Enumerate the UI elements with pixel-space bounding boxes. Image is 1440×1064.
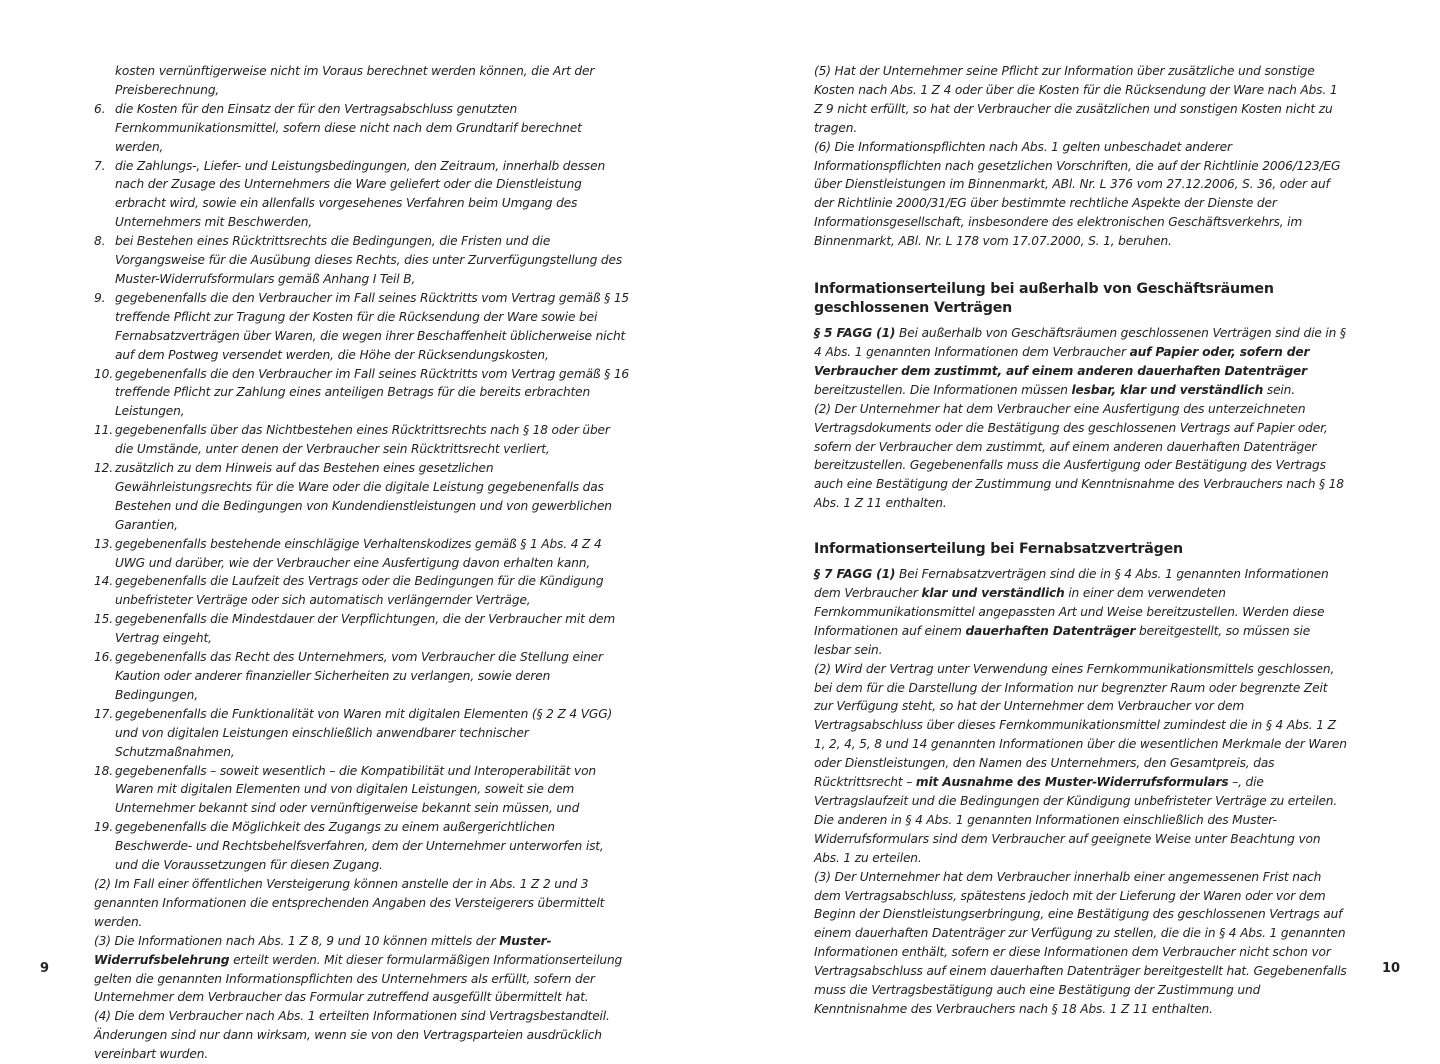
- paragraph-3-text-end: erteilt werden. Mit dieser formularmäßigen Informationserteilung gelten die genannten Informationspflichten des Unternehmers als erfüllt, sofern der Unternehmer dem Verbraucher das Formular zutreffend ausgefüllt übermittelt hat.: [94, 952, 623, 1005]
- list-item-number: 14.: [94, 574, 113, 589]
- left-page: [94, 62, 630, 1064]
- list-item: [94, 289, 630, 365]
- section-7-text-3: bereitgestellt, so müssen sie lesbar sein.: [814, 623, 1311, 657]
- section-5-bold-1: auf Papier oder, sofern der Verbraucher dem zustimmt, auf einem anderen dauerhaften Datenträger: [814, 344, 1310, 378]
- list-item-text: gegebenenfalls über das Nichtbestehen eines Rücktrittsrechts nach § 18 oder über die Umstände, unter denen der Verbraucher sein Rücktrittsrecht verliert,: [115, 423, 610, 457]
- list-item-number: 10.: [94, 366, 113, 381]
- list-item-text: gegebenenfalls bestehende einschlägige Verhaltenskodizes gemäß § 1 Abs. 4 Z 4 UWG und darüber, wie der Verbraucher eine Ausfertigung davon erhalten kann,: [115, 536, 602, 570]
- paragraph-4: (4) Die dem Verbraucher nach Abs. 1 erteilten Informationen sind Vertragsbestandteil. Änderungen sind nur dann wirksam, wenn sie von den Vertragsparteien ausdrücklich vereinbart wurden.: [94, 1009, 610, 1062]
- page-number-left: 9: [40, 961, 50, 976]
- list-item-number: 15.: [94, 612, 113, 627]
- section-5-paragraph-1: [814, 324, 1348, 400]
- list-item: [94, 232, 630, 289]
- list-item-text: gegebenenfalls die den Verbraucher im Fall seines Rücktritts vom Vertrag gemäß § 15 treffende Pflicht zur Tragung der Kosten für die Rücksendung der Ware sowie bei Fernabsatzverträgen über Waren, die wegen ihrer Beschaffenheit üblicherweise nicht auf dem Postweg versendet werden, die Höhe der Rücksendungskosten,: [115, 290, 630, 362]
- section-7-bold-2: dauerhaften Datenträger: [965, 623, 1136, 638]
- list-item-number: 6.: [94, 101, 106, 116]
- list-item: [94, 572, 630, 610]
- heading-line-2: geschlossenen Verträgen: [814, 300, 1013, 317]
- list-item-text: gegebenenfalls die Möglichkeit des Zugangs zu einem außergerichtlichen Beschwerde- und Rechtsbehelfsverfahren, dem der Unternehmer unterworfen ist, und die Voraussetzungen für diesen Zugang.: [115, 820, 604, 873]
- list-item-text: gegebenenfalls – soweit wesentlich – die Kompatibilität und Interoperabilität von Waren mit digitalen Elementen und von digitalen Leistungen, soweit sie dem Unternehmer bekannt sind oder vernünftigerweise bekannt sein müssen, und: [115, 763, 596, 816]
- list-item-text: gegebenenfalls die den Verbraucher im Fall seines Rücktritts vom Vertrag gemäß § 16 treffende Pflicht zur Zahlung eines anteiligen Betrags für die bereits erbrachten Leistungen,: [115, 366, 630, 419]
- section-5-bold-2: lesbar, klar und verständlich: [1071, 382, 1264, 397]
- list-item-text: bei Bestehen eines Rücktrittsrechts die Bedingungen, die Fristen und die Vorgangsweise für die Ausübung dieses Rechts, dies unter Zurverfügungstellung des Muster-Widerrufsformulars gemäß Anhang I Teil B,: [115, 234, 623, 286]
- list-item: [94, 365, 630, 422]
- paragraph-3-text: (3) Die Informationen nach Abs. 1 Z 8, 9 und 10 können mittels der: [94, 933, 500, 948]
- list-item: [94, 610, 630, 648]
- list-item-number: 17.: [94, 706, 113, 721]
- list-item: [94, 762, 630, 819]
- section-7-text-2: in einer dem verwendeten Fernkommunikationsmittel angepassten Art und Weise bereitzustellen. Werden diese Informationen auf einem: [814, 586, 1325, 638]
- list-item: [94, 535, 630, 573]
- list-item-number: 19.: [94, 820, 113, 835]
- paragraph-3-bold: Muster-Widerrufsbelehrung: [94, 933, 552, 967]
- page-number-right: 10: [1382, 961, 1401, 976]
- list-item: [94, 100, 630, 157]
- list-item-number: 8.: [94, 234, 106, 249]
- list-item: [94, 157, 630, 233]
- paragraph-5: (5) Hat der Unternehmer seine Pflicht zur Information über zusätzliche und sonstige Kosten nach Abs. 1 Z 4 oder über die Kosten für die Rücksendung der Ware nach Abs. 1 Z 9 nicht erfüllt, so hat der Verbraucher die zusätzlichen und sonstigen Kosten nicht zu tragen.: [814, 64, 1338, 135]
- list-continuation: kosten vernünftigerweise nicht im Voraus berechnet werden können, die Art der Preisberechnung,: [115, 64, 595, 97]
- list-item: [94, 705, 630, 762]
- section-7-2-text-end: –, die Vertragslaufzeit und die Bedingungen der Kündigung unbefristeter Verträge zu erteilen. Die anderen in § 4 Abs. 1 genannten Informationen einschließlich des Muster-Widerrufsformulars sind dem Verbraucher auf geeignete Weise unter Beachtung von Abs. 1 zu erteilen.: [814, 775, 1338, 865]
- section-5-paragraph-2: (2) Der Unternehmer hat dem Verbraucher eine Ausfertigung des unterzeichneten Vertragsdokuments oder die Bestätigung des geschlossenen Vertrags auf Papier oder, sofern der Verbraucher dem zustimmt, auf einem anderen dauerhaften Datenträger bereitzustellen. Gegebenenfalls muss die Ausfertigung oder Bestätigung des Vertrags auch eine Bestätigung der Zustimmung und Kenntnisnahme des Verbrauchers nach § 18 Abs. 1 Z 11 enthalten.: [814, 401, 1344, 511]
- list-item: [94, 421, 630, 459]
- list-item-text: gegebenenfalls die Mindestdauer der Verpflichtungen, die der Verbraucher mit dem Vertrag eingeht,: [115, 612, 616, 646]
- section-7-paragraph-1: [814, 565, 1348, 660]
- heading-line-1: Informationserteilung bei außerhalb von Geschäftsräumen: [814, 281, 1274, 298]
- section-7-2-text: (2) Wird der Vertrag unter Verwendung eines Fernkommunikationsmittels geschlossen, bei dem für die Darstellung der Information nur begrenzter Raum oder begrenzte Zeit zur Verfügung steht, so hat der Unternehmer dem Verbraucher vor dem Vertragsabschluss über dieses Fernkommunikationsmittel zumindest die in § 4 Abs. 1 Z 1, 2, 4, 5, 8 und 14 genannten Informationen über die wesentlichen Merkmale der Waren oder Dienstleistungen, den Namen des Unternehmers, den Gesamtpreis, das Rücktrittsrecht –: [814, 661, 1347, 790]
- list-item-text: zusätzlich zu dem Hinweis auf das Bestehen eines gesetzlichen Gewährleistungsrechts für die Ware oder die digitale Leistung gegebenenfalls das Bestehen und die Bedingungen von Kundendienstleistungen und von gewerblichen Garantien,: [115, 461, 612, 532]
- list-item-text: die Kosten für den Einsatz der für den Vertragsabschluss genutzten Fernkommunikationsmittel, sofern diese nicht nach dem Grundtarif berechnet werden,: [115, 101, 582, 154]
- paragraph-3: [94, 932, 630, 1008]
- paragraph-2: (2) Im Fall einer öffentlichen Versteigerung können anstelle der in Abs. 1 Z 2 und 3 genannten Informationen die entsprechenden Angaben des Versteigerers übermittelt werden.: [94, 876, 605, 929]
- section-heading-offsite: [814, 280, 1348, 318]
- section-7-text: Bei Fernabsatzverträgen sind die in § 4 Abs. 1 genannten Informationen dem Verbraucher: [814, 567, 1329, 601]
- list-item-number: 13.: [94, 536, 113, 551]
- right-page: [814, 62, 1348, 1019]
- section-5-label: § 5 FAGG (1): [814, 326, 896, 341]
- list-item-text: gegebenenfalls die Laufzeit des Vertrags oder die Bedingungen für die Kündigung unbefristeter Verträge oder sich automatisch verlängernder Verträge,: [115, 574, 604, 608]
- section-5-text: Bei außerhalb von Geschäftsräumen geschlossenen Verträgen sind die in § 4 Abs. 1 genannten Informationen dem Verbraucher: [814, 326, 1346, 359]
- section-7-2-bold: mit Ausnahme des Muster-Widerrufsformulars: [915, 775, 1229, 790]
- paragraph-6: (6) Die Informationspflichten nach Abs. 1 gelten unbeschadet anderer Informationspflichten nach gesetzlichen Vorschriften, die auf der Richtlinie 2006/123/EG über Dienstleistungen im Binnenmarkt, ABl. Nr. L 376 vom 27.12.2006, S. 36, oder auf der Richtlinie 2000/31/EG über bestimmte rechtliche Aspekte der Dienste der Informationsgesellschaft, insbesondere des elektronischen Geschäftsverkehrs, im Binnenmarkt, ABl. Nr. L 178 vom 17.07.2000, S. 1, beruhen.: [814, 139, 1341, 249]
- list-item-number: 16.: [94, 650, 113, 665]
- list-item-number: 11.: [94, 423, 113, 438]
- list-item-text: die Zahlungs-, Liefer- und Leistungsbedingungen, den Zeitraum, innerhalb dessen nach der Zusage des Unternehmers die Ware geliefert oder die Dienstleistung erbracht wird, sowie ein allenfalls vorgesehenes Verfahren beim Umgang des Unternehmers mit Beschwerden,: [115, 158, 606, 230]
- list-item: [94, 459, 630, 535]
- section-5-text-2: bereitzustellen. Die Informationen müssen: [814, 382, 1072, 397]
- section-7-paragraph-2: [814, 660, 1348, 868]
- section-7-bold-1: klar und verständlich: [921, 586, 1065, 601]
- section-5-text-3: sein.: [1263, 382, 1295, 397]
- list-item-number: 9.: [94, 290, 106, 305]
- list-item-number: 12.: [94, 461, 113, 476]
- section-heading-distance: Informationserteilung bei Fernabsatzverträgen: [814, 541, 1183, 558]
- section-7-paragraph-3: (3) Der Unternehmer hat dem Verbraucher innerhalb einer angemessenen Frist nach dem Vertragsabschluss, spätestens jedoch mit der Lieferung der Waren oder vor dem Beginn der Dienstleistungserbringung, eine Bestätigung des geschlossenen Vertrags auf einem dauerhaften Datenträger zur Verfügung zu stellen, die die in § 4 Abs. 1 genannten Informationen enthält, sofern er diese Informationen dem Verbraucher nicht schon vor Vertragsabschluss auf einem dauerhaften Datenträger bereitgestellt hat. Gegebenenfalls muss die Vertragsbestätigung auch eine Bestätigung der Zustimmung und Kenntnisnahme des Verbrauchers nach § 18 Abs. 1 Z 11 enthalten.: [814, 869, 1347, 1016]
- list-item-text: gegebenenfalls das Recht des Unternehmers, vom Verbraucher die Stellung einer Kaution oder anderer finanzieller Sicherheiten zu verlangen, sowie deren Bedingungen,: [115, 650, 603, 702]
- list-item-text: gegebenenfalls die Funktionalität von Waren mit digitalen Elementen (§ 2 Z 4 VGG) und von digitalen Leistungen einschließlich anwendbarer technischer Schutzmaßnahmen,: [115, 706, 613, 759]
- numbered-list: [94, 100, 630, 875]
- list-item: [94, 648, 630, 705]
- section-7-label: § 7 FAGG (1): [814, 567, 896, 582]
- list-item-number: 7.: [94, 158, 106, 173]
- list-item-number: 18.: [94, 763, 113, 778]
- list-item: [94, 818, 630, 875]
